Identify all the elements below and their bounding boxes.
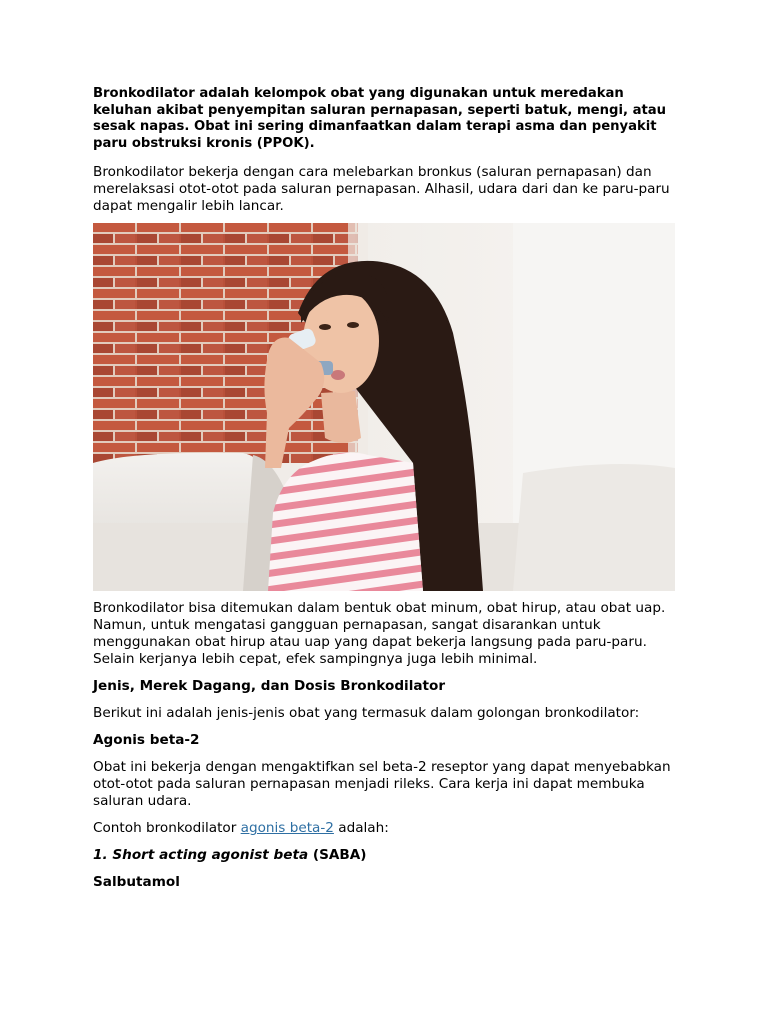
saba-heading-italic: 1. Short acting agonist beta bbox=[93, 847, 309, 863]
inhaler-photo bbox=[93, 223, 675, 591]
example-prefix: Contoh bronkodilator bbox=[93, 820, 241, 836]
saba-heading bbox=[93, 847, 683, 864]
how-it-works-paragraph: Bronkodilator bekerja dengan cara melebarkan bronkus (saluran pernapasan) dan merelaksasi otot-otot pada saluran pernapasan. Alhasil, udara dari dan ke paru-paru dapat mengalir lebih lancar. bbox=[93, 164, 670, 215]
salbutamol-heading: Salbutamol bbox=[93, 874, 180, 890]
example-suffix: adalah: bbox=[333, 820, 389, 836]
types-heading: Jenis, Merek Dagang, dan Dosis Bronkodilator bbox=[93, 678, 446, 694]
intro-paragraph: Bronkodilator adalah kelompok obat yang digunakan untuk meredakan keluhan akibat penyempitan saluran pernapasan, seperti batuk, mengi, atau sesak napas. Obat ini sering dimanfaatkan dalam terapi asma dan penyakit paru obstruksi kronis (PPOK). bbox=[93, 86, 667, 151]
agonis-beta-2-link[interactable]: agonis beta-2 bbox=[240, 820, 334, 836]
woman-inhaler-illustration bbox=[93, 223, 675, 591]
article-body bbox=[93, 600, 683, 891]
agonis-heading: Agonis beta-2 bbox=[93, 732, 200, 748]
forms-paragraph: Bronkodilator bisa ditemukan dalam bentuk obat minum, obat hirup, atau obat uap. Namun, untuk mengatasi gangguan pernapasan, sangat disarankan untuk menggunakan obat hirup atau uap yang dapat bekerja langsung pada paru-paru. Selain kerjanya lebih cepat, efek sampingnya juga lebih minimal. bbox=[93, 600, 666, 667]
example-paragraph bbox=[93, 820, 683, 837]
article-top bbox=[93, 86, 683, 215]
saba-heading-suffix: (SABA) bbox=[308, 847, 367, 863]
agonis-paragraph: Obat ini bekerja dengan mengaktifkan sel beta-2 reseptor yang dapat menyebabkan otot-otot pada saluran pernapasan menjadi rileks. Cara kerja ini dapat membuka saluran udara. bbox=[93, 759, 671, 809]
types-paragraph: Berikut ini adalah jenis-jenis obat yang termasuk dalam golongan bronkodilator: bbox=[93, 705, 640, 721]
